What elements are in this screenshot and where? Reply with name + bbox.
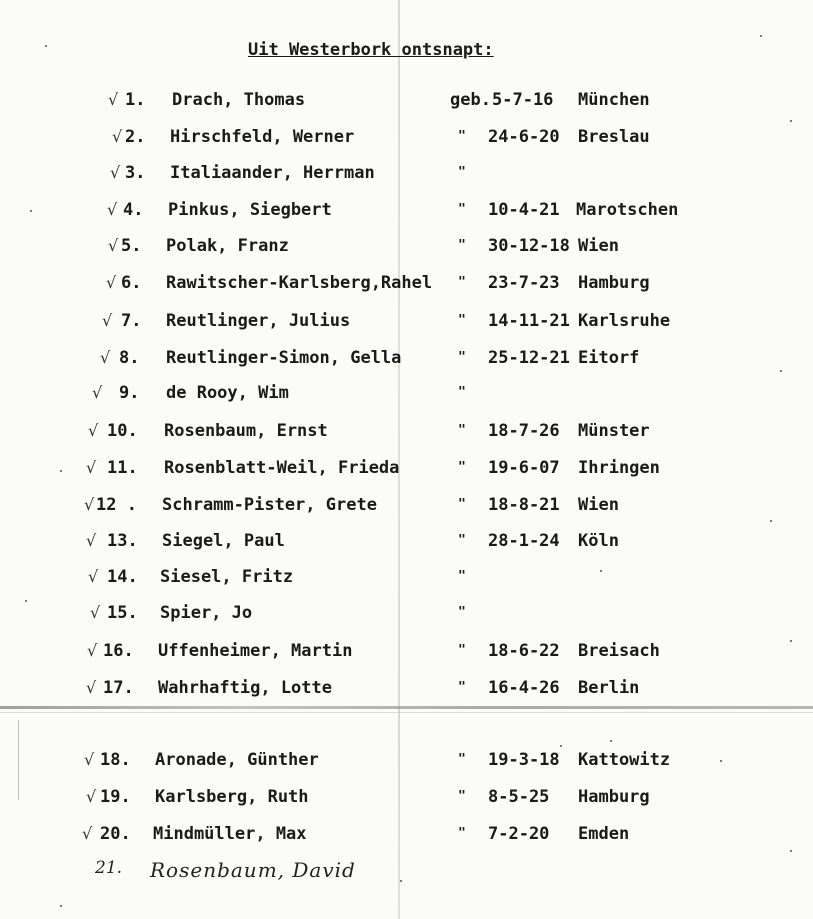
row-number: 13. (107, 531, 138, 551)
paper-speck (770, 520, 772, 522)
birth-place: Wien (578, 495, 619, 515)
birth-place: München (578, 90, 650, 110)
birth-place: Wien (578, 236, 619, 256)
check-mark: √ (88, 567, 99, 586)
list-row (0, 531, 813, 557)
list-row (0, 678, 813, 704)
paper-speck (60, 905, 62, 907)
check-mark: √ (107, 200, 118, 219)
birth-date: 14-11-21 (488, 311, 570, 331)
person-name: Karlsberg, Ruth (155, 787, 309, 807)
check-mark: √ (84, 750, 95, 769)
birth-date: 28-1-24 (488, 531, 560, 551)
list-row (0, 311, 813, 337)
document-title: Uit Westerbork ontsnapt: (248, 40, 494, 60)
birth-marker: " (458, 569, 466, 584)
check-mark: √ (112, 127, 123, 146)
person-name: Hirschfeld, Werner (170, 127, 355, 147)
row-number: 19. (100, 787, 131, 807)
check-mark: √ (92, 383, 103, 402)
birth-marker: " (458, 752, 466, 767)
paper-speck (760, 35, 762, 37)
birth-date: 19-3-18 (488, 750, 560, 770)
birth-date: 7-2-20 (488, 824, 550, 844)
row-number: 17. (103, 678, 134, 698)
paper-speck (400, 880, 402, 882)
row-number: 6. (121, 273, 142, 293)
row-number: 5. (121, 236, 142, 256)
birth-date: 19-6-07 (488, 458, 560, 478)
check-mark: √ (86, 678, 97, 697)
person-name: Wahrhaftig, Lotte (158, 678, 332, 698)
check-mark: √ (110, 163, 121, 182)
birth-marker: " (458, 789, 466, 804)
birth-marker: " (458, 165, 466, 180)
row-number: 20. (100, 824, 131, 844)
list-row (0, 90, 813, 116)
birth-date: 24-6-20 (488, 127, 560, 147)
birth-place: Berlin (578, 678, 640, 698)
row-number: 4. (123, 200, 144, 220)
birth-place: Hamburg (578, 787, 650, 807)
birth-marker: " (458, 385, 466, 400)
paper-speck (30, 210, 32, 212)
check-mark: √ (90, 603, 101, 622)
list-row (0, 787, 813, 813)
person-name: Rosenblatt-Weil, Frieda (164, 458, 400, 478)
birth-place: Köln (578, 531, 619, 551)
birth-marker: " (458, 643, 466, 658)
birth-date: 30-12-18 (488, 236, 570, 256)
list-row (0, 421, 813, 447)
paper-speck (780, 370, 782, 372)
row-number: 15. (107, 603, 138, 623)
birth-marker: " (458, 129, 466, 144)
person-name: Aronade, Günther (155, 750, 319, 770)
birth-marker: geb. (450, 90, 491, 110)
birth-marker: " (458, 238, 466, 253)
row-number: 8. (119, 348, 140, 368)
check-mark: √ (88, 421, 99, 440)
check-mark: √ (86, 531, 97, 550)
list-row (0, 458, 813, 484)
check-mark: √ (84, 495, 95, 514)
check-mark: √ (106, 273, 117, 292)
list-row (0, 127, 813, 153)
check-mark: √ (86, 458, 97, 477)
paper-speck (45, 45, 47, 47)
list-row (0, 163, 813, 189)
birth-date: 18-7-26 (488, 421, 560, 441)
person-name: Siegel, Paul (162, 531, 285, 551)
list-row (0, 824, 813, 850)
list-row (0, 200, 813, 226)
birth-date: 8-5-25 (488, 787, 550, 807)
check-mark: √ (102, 311, 113, 330)
birth-place: Hamburg (578, 273, 650, 293)
birth-date: 5-7-16 (492, 90, 554, 110)
person-name: Drach, Thomas (172, 90, 306, 110)
person-name: Polak, Franz (166, 236, 289, 256)
birth-marker: " (458, 533, 466, 548)
person-name: Italiaander, Herrman (170, 163, 375, 183)
row-number: 7. (121, 311, 142, 331)
row-number: 12 . (96, 495, 137, 515)
row-number: 10. (107, 421, 138, 441)
birth-place: Breslau (578, 127, 650, 147)
row-number: 9. (119, 383, 140, 403)
birth-date: 25-12-21 (488, 348, 570, 368)
birth-date: 16-4-26 (488, 678, 560, 698)
row-number: 16. (103, 641, 134, 661)
handwritten-name: Rosenbaum, David (150, 858, 356, 882)
row-number: 11. (107, 458, 138, 478)
list-row (0, 750, 813, 776)
check-mark: √ (100, 348, 111, 367)
birth-marker: " (458, 460, 466, 475)
list-row (0, 348, 813, 374)
paper-speck (560, 745, 562, 747)
birth-place: Marotschen (576, 200, 679, 220)
check-mark: √ (87, 641, 98, 660)
birth-place: Ihringen (578, 458, 660, 478)
birth-marker: " (458, 497, 466, 512)
list-row (0, 495, 813, 521)
paper-speck (25, 600, 27, 602)
row-number: 3. (125, 163, 146, 183)
birth-place: Eitorf (578, 348, 640, 368)
birth-marker: " (458, 423, 466, 438)
birth-marker: " (458, 313, 466, 328)
birth-marker: " (458, 826, 466, 841)
birth-date: 18-6-22 (488, 641, 560, 661)
paper-speck (790, 640, 792, 642)
row-number: 2. (125, 127, 146, 147)
birth-date: 18-8-21 (488, 495, 560, 515)
list-row (0, 641, 813, 667)
list-row (0, 273, 813, 299)
person-name: Rawitscher-Karlsberg,Rahel (166, 273, 433, 293)
person-name: Mindmüller, Max (153, 824, 307, 844)
birth-marker: " (458, 275, 466, 290)
birth-place: Kattowitz (578, 750, 671, 770)
birth-place: Münster (578, 421, 650, 441)
check-mark: √ (86, 787, 97, 806)
birth-date: 10-4-21 (488, 200, 560, 220)
list-row (0, 567, 813, 593)
paper-speck (720, 760, 722, 762)
list-row (0, 383, 813, 409)
person-name: Schramm-Pister, Grete (162, 495, 377, 515)
birth-marker: " (458, 202, 466, 217)
person-name: Pinkus, Siegbert (168, 200, 332, 220)
birth-place: Karlsruhe (578, 311, 671, 331)
person-name: de Rooy, Wim (166, 383, 289, 403)
paper-speck (600, 570, 602, 572)
birth-place: Emden (578, 824, 630, 844)
paper-speck (790, 850, 792, 852)
person-name: Reutlinger, Julius (166, 311, 351, 331)
paper-speck (790, 120, 792, 122)
list-row (0, 236, 813, 262)
paper-speck (610, 740, 612, 742)
person-name: Uffenheimer, Martin (158, 641, 353, 661)
paper-speck (60, 470, 62, 472)
birth-marker: " (458, 605, 466, 620)
handwritten-number: 21. (95, 858, 123, 878)
birth-marker: " (458, 350, 466, 365)
row-number: 14. (107, 567, 138, 587)
person-name: Rosenbaum, Ernst (164, 421, 328, 441)
check-mark: √ (82, 824, 93, 843)
birth-date: 23-7-23 (488, 273, 560, 293)
check-mark: √ (108, 90, 119, 109)
birth-marker: " (458, 680, 466, 695)
list-row (0, 603, 813, 629)
person-name: Reutlinger-Simon, Gella (166, 348, 402, 368)
horizontal-fold-shadow (0, 712, 813, 713)
check-mark: √ (108, 236, 119, 255)
horizontal-fold-line (0, 706, 813, 709)
row-number: 1. (125, 90, 146, 110)
row-number: 18. (100, 750, 131, 770)
birth-place: Breisach (578, 641, 660, 661)
person-name: Spier, Jo (160, 603, 253, 623)
person-name: Siesel, Fritz (160, 567, 294, 587)
